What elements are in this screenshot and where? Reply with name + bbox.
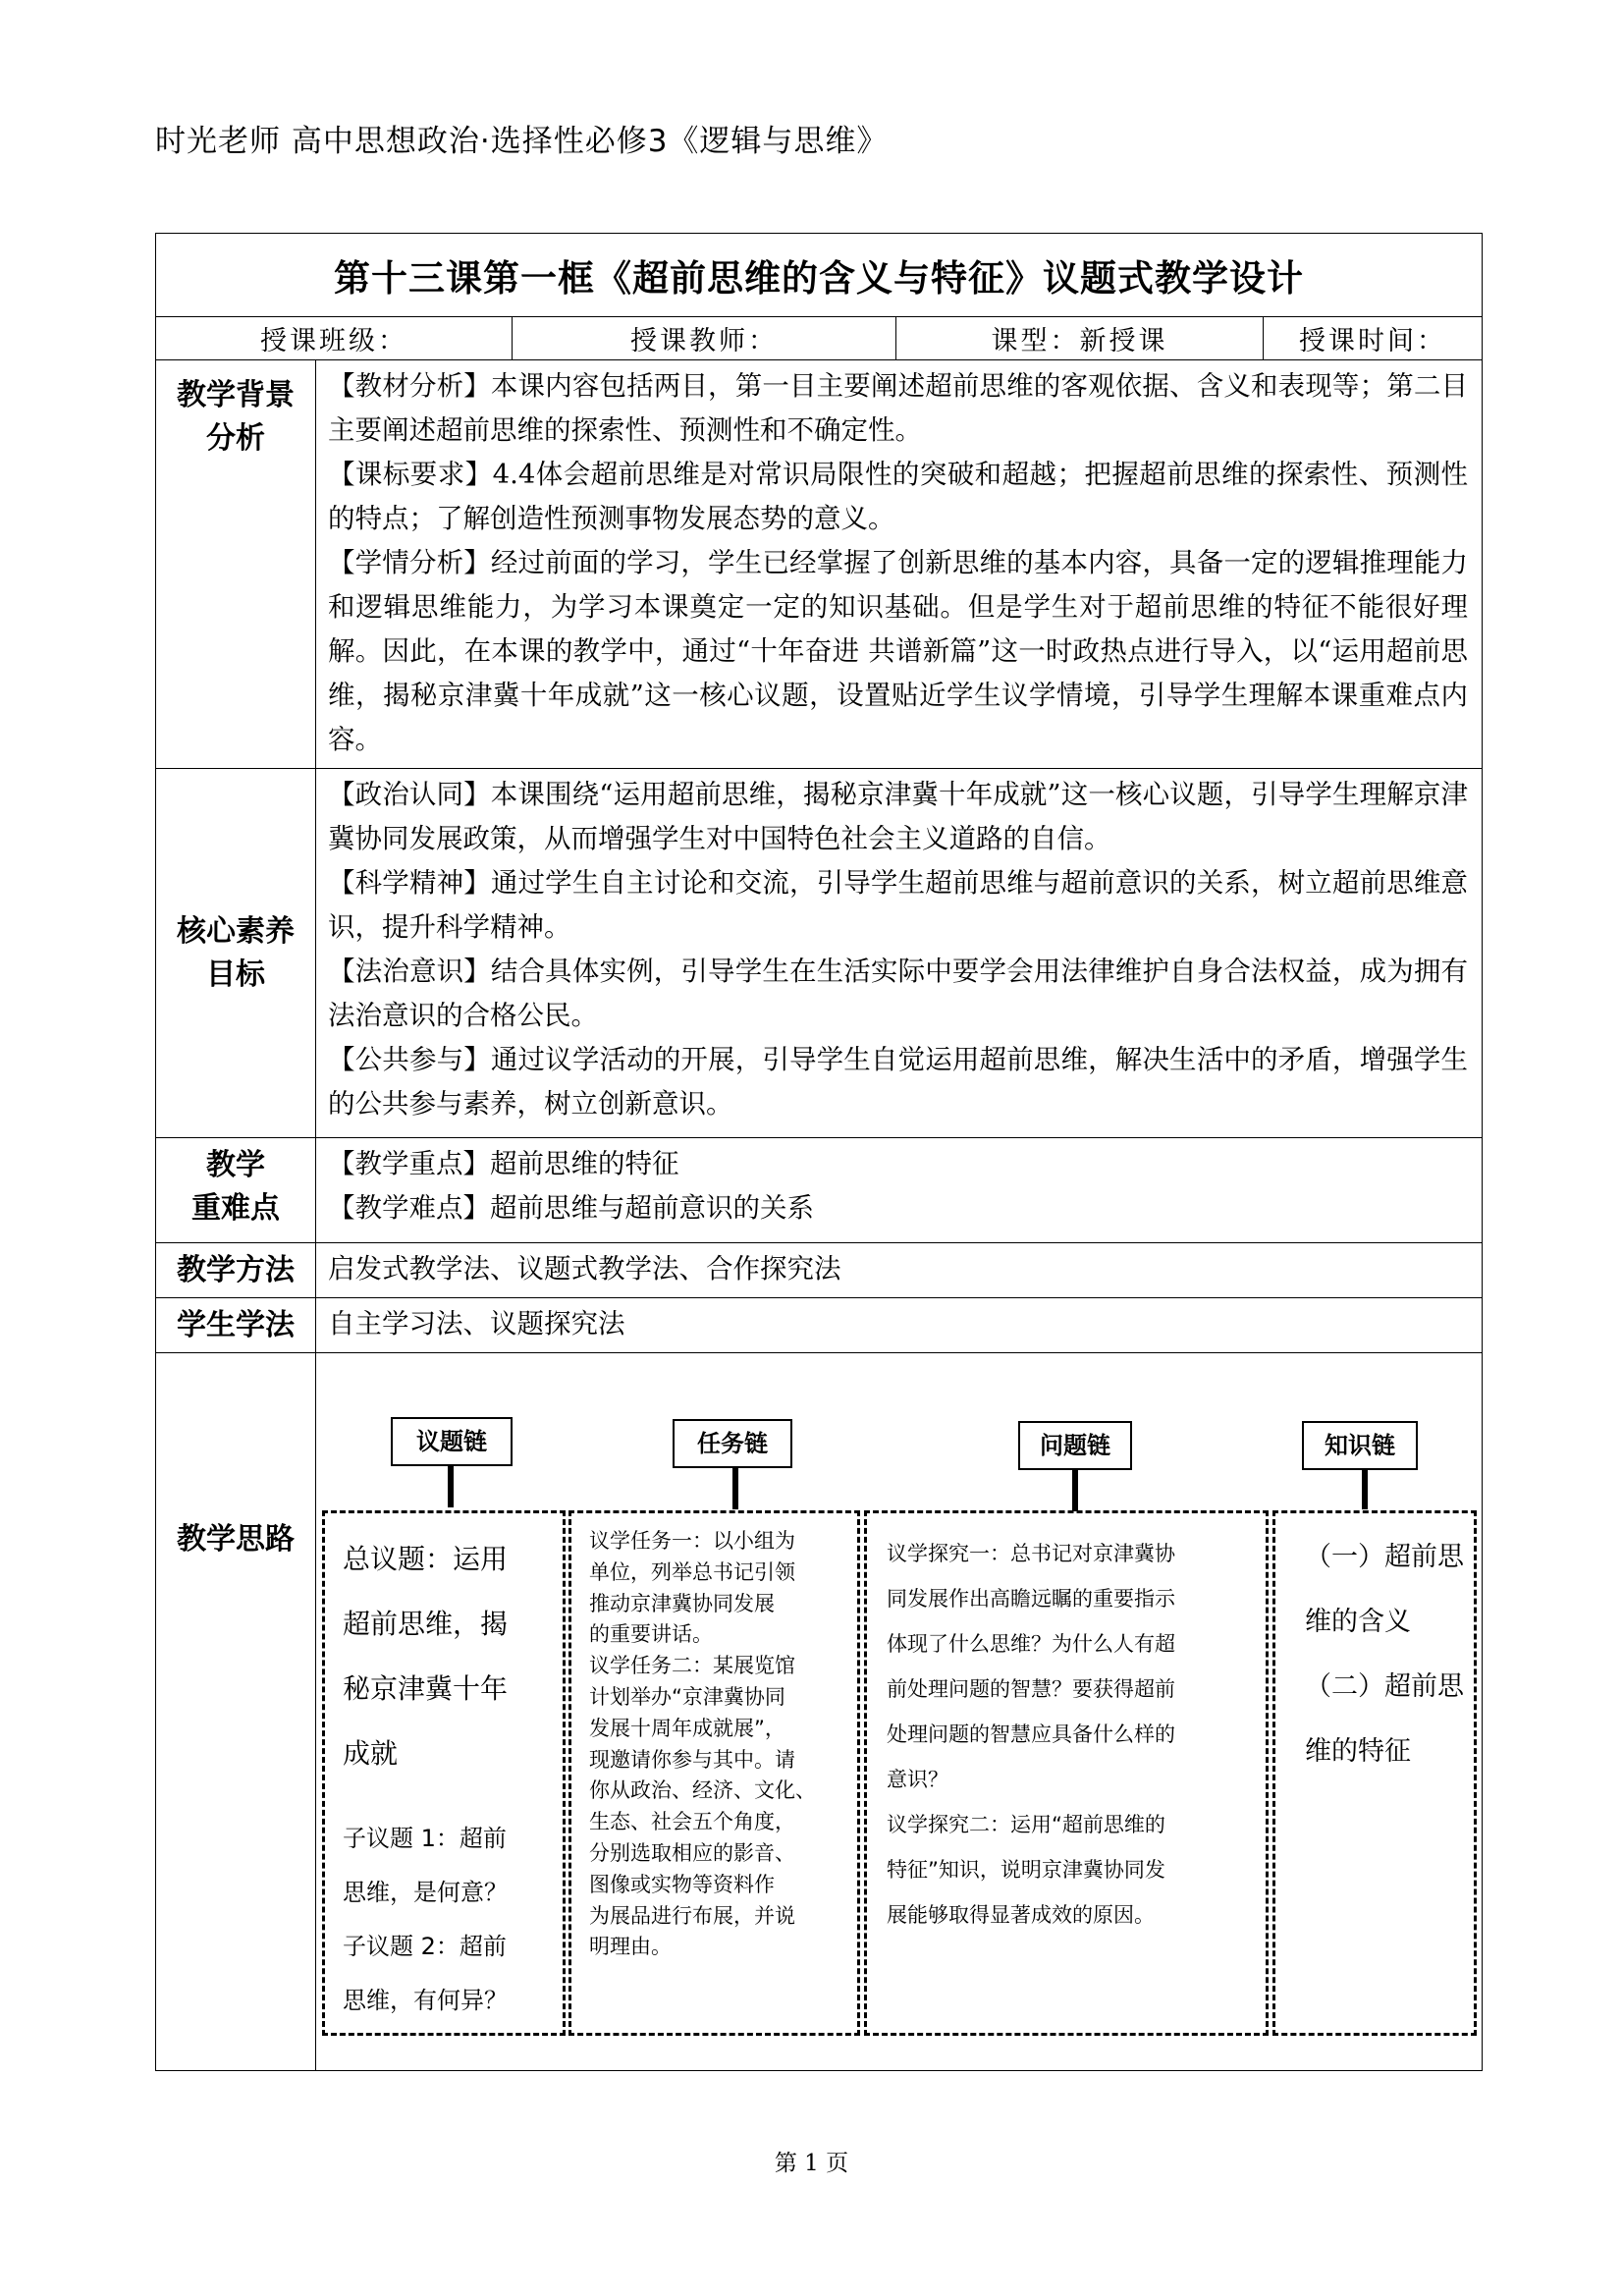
lesson-title: 第十三课第一框《超前思维的含义与特征》议题式教学设计 [156,234,1483,317]
political-identity: 【政治认同】本课围绕“运用超前思维，揭秘京津冀十年成就”这一核心议题，引导学生理解京津冀协同发展政策，从而增强学生对中国特色社会主义道路的自信。 [328,779,1469,854]
background-label: 教学背景 分析 [156,360,316,769]
topic-chain-label: 议题链 [391,1417,513,1466]
lesson-plan-table [155,233,1483,2071]
teacher-field: 授课教师： [513,317,896,360]
method-content: 启发式教学法、议题式教学法、合作探究法 [316,1243,1483,1298]
question-chain-box: 议学探究一：总书记对京津冀协 同发展作出高瞻远瞩的重要指示 体现了什么思维？为什么人有超 前处理问题的智慧？要获得超前 处理问题的智慧应具备什么样的 意识？ 议学探究二：运用“超前思维的 特征”知识，说明京津冀协同发 展能够取得显著成效的原因。 [864,1510,1269,2036]
background-content [316,360,1483,769]
knowledge-chain-box: （一）超前思 维的含义 （二）超前思 维的特征 [1272,1510,1477,2036]
knowledge-chain-label: 知识链 [1302,1421,1418,1470]
question-chain-label: 问题链 [1018,1421,1132,1470]
method-label: 教学方法 [156,1243,316,1298]
time-field: 授课时间： [1264,317,1483,360]
goals-label: 核心素养 目标 [156,769,316,1138]
task-chain-box: 议学任务一：以小组为 单位，列举总书记引领 推动京津冀协同发展 的重要讲话。 议学任务二：某展览馆 计划举办“京津冀协同 发展十周年成就展”， 现邀请你参与其中。请 你从政治、经济、文化、 生态、社会五个角度， 分别选取相应的影音、 图像或实物等资料作 为展品进行布展，并说 明理由。 [568,1510,860,2036]
task-chain-label: 任务链 [673,1419,792,1468]
page-header: 时光老师 高中思想政治·选择性必修3《逻辑与思维》 [155,124,889,159]
lesson-type-field: 课型：新授课 [896,317,1264,360]
study-label: 学生学法 [156,1298,316,1353]
rule-of-law: 【法治意识】结合具体实例，引导学生在生活实际中要学会用法律维护自身合法权益，成为拥有法治意识的合格公民。 [328,956,1469,1031]
scientific-spirit: 【科学精神】通过学生自主讨论和交流，引导学生超前思维与超前意识的关系，树立超前思维意识，提升科学精神。 [328,867,1469,943]
topic-chain-box: 总议题：运用 超前思维，揭 秘京津冀十年 成就 子议题 1：超前 思维，是何意？ 子议题 2：超前 思维，有何异？ [322,1510,566,2036]
curriculum-requirement: 【课标要求】4.4体会超前思维是对常识局限性的突破和超越；把握超前思维的探索性、预测性的特点；了解创造性预测事物发展态势的意义。 [328,459,1469,534]
topic-chain-stem [448,1466,454,1507]
keypoints-label: 教学 重难点 [156,1138,316,1243]
task-chain-stem [732,1468,738,1509]
goals-content [316,769,1483,1138]
study-content: 自主学习法、议题探究法 [316,1298,1483,1353]
student-analysis: 【学情分析】经过前面的学习，学生已经掌握了创新思维的基本内容，具备一定的逻辑推理能力和逻辑思维能力，为学习本课奠定一定的知识基础。但是学生对于超前思维的特征不能很好理解。因此，在本课的教学中，通过“十年奋进 共谱新篇”这一时政热点进行导入，以“运用超前思维，揭秘京津冀十年成就”这一核心议题，设置贴近学生议学情境，引导学生理解本课重难点内容。 [328,547,1469,755]
textbook-analysis: 【教材分析】本课内容包括两目，第一目主要阐述超前思维的客观依据、含义和表现等；第二目主要阐述超前思维的探索性、预测性和不确定性。 [328,370,1469,446]
page-number: 第 1 页 [774,2151,849,2176]
question-chain-stem [1072,1470,1078,1511]
thinking-diagram [316,1353,1483,2071]
knowledge-chain-stem [1362,1470,1368,1509]
public-participation: 【公共参与】通过议学活动的开展，引导学生自觉运用超前思维，解决生活中的矛盾，增强学生的公共参与素养，树立创新意识。 [328,1044,1469,1120]
class-field: 授课班级： [156,317,513,360]
keypoints-content [316,1138,1483,1243]
difficult-point: 【教学难点】超前思维与超前意识的关系 [328,1192,814,1224]
thinking-label: 教学思路 [156,1353,316,2071]
key-point: 【教学重点】超前思维的特征 [328,1148,679,1179]
